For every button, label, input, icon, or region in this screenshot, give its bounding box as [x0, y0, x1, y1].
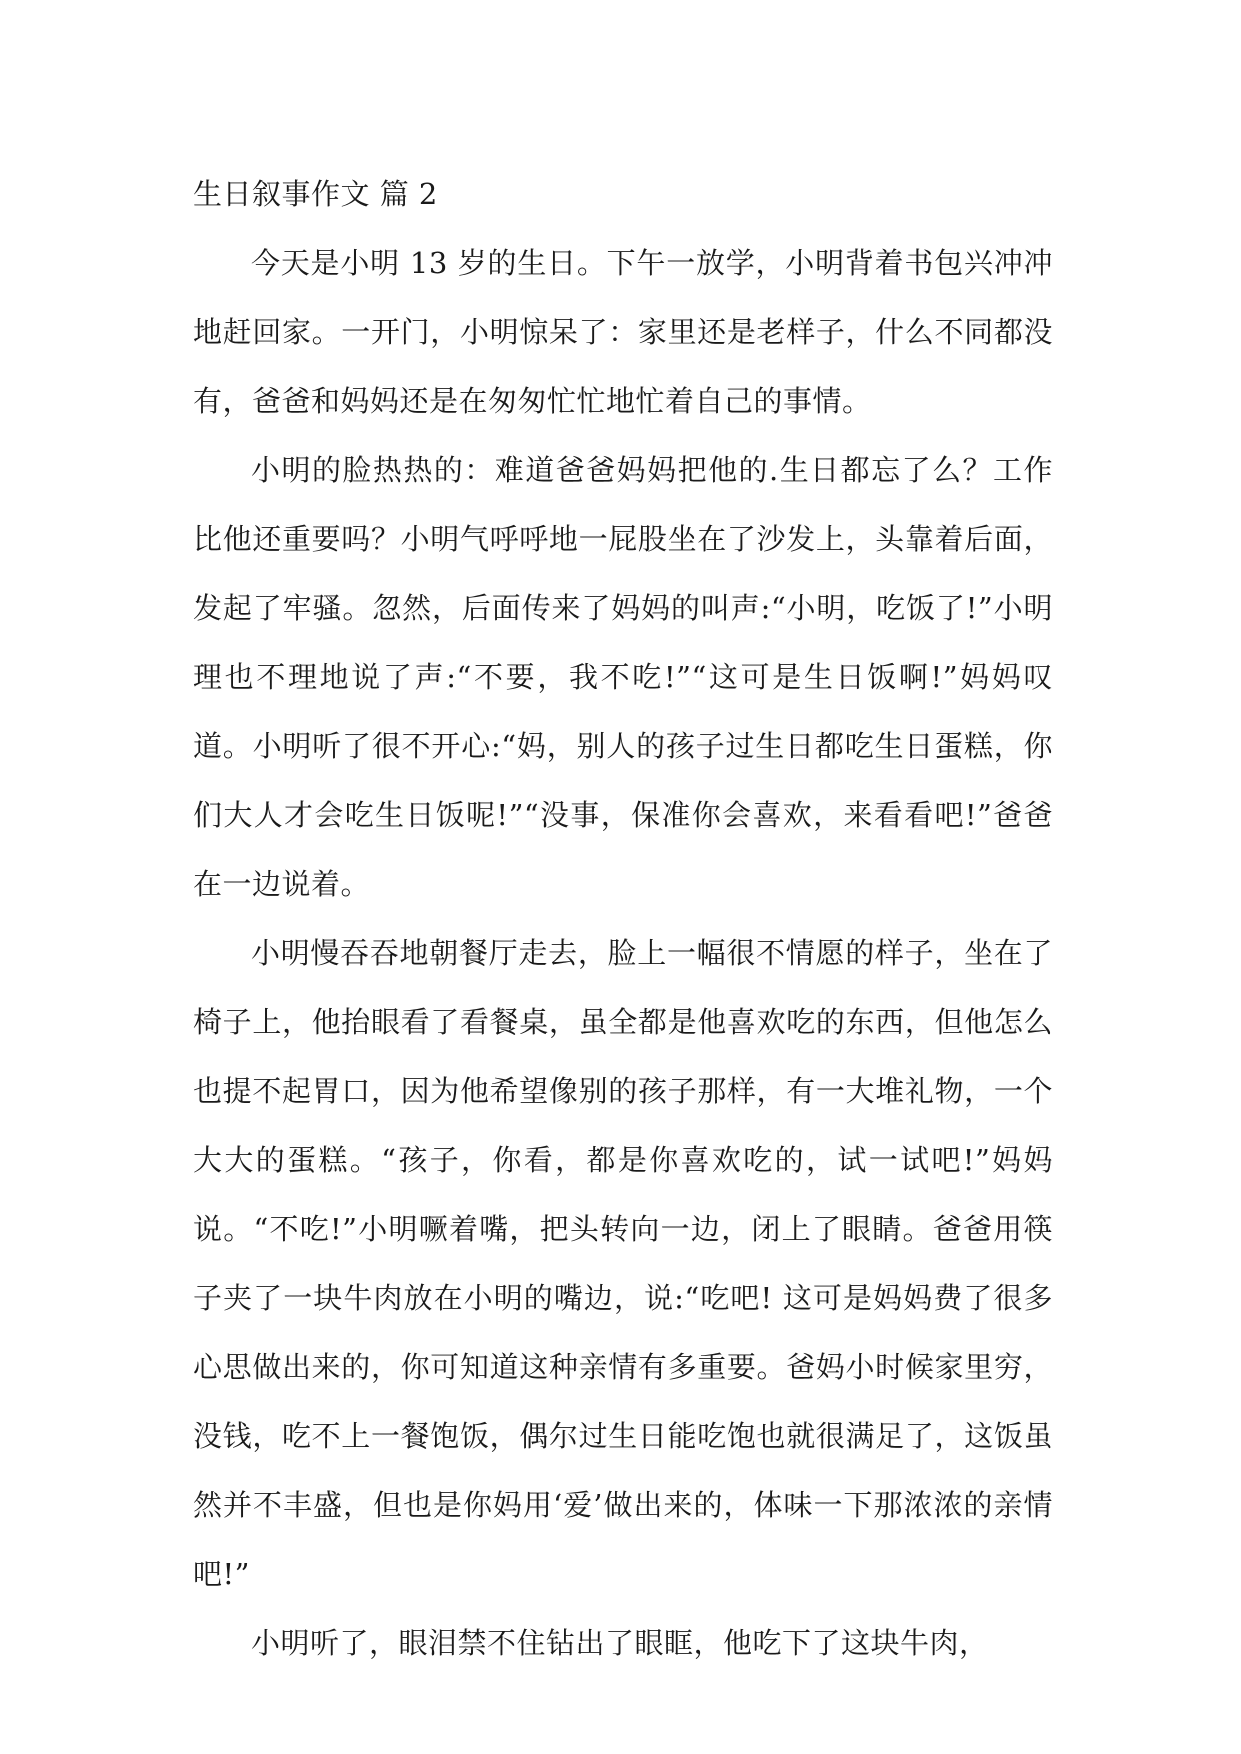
paragraph-1: 今天是小明 13 岁的生日。下午一放学，小明背着书包兴冲冲地赶回家。一开门，小明惊呆了：家里还是老样子，什么不同都没有，爸爸和妈妈还是在匆匆忙忙地忙着自己的事情。	[193, 246, 1053, 418]
paragraph-4: 小明听了，眼泪禁不住钻出了眼眶，他吃下了这块牛肉，	[251, 1626, 989, 1660]
document-body	[193, 160, 1053, 1678]
paragraph-2: 小明的脸热热的：难道爸爸妈妈把他的.生日都忘了么？工作比他还重要吗？小明气呼呼地一屁股坐在了沙发上，头靠着后面，发起了牢骚。忽然，后面传来了妈妈的叫声:“小明，吃饭了!”小明理也不理地说了声:“不要，我不吃!”“这可是生日饭啊!”妈妈叹道。小明听了很不开心:“妈，别人的孩子过生日都吃生日蛋糕，你们大人才会吃生日饭呢!”“没事，保准你会喜欢，来看看吧!”爸爸在一边说着。	[193, 453, 1053, 901]
document-title: 生日叙事作文 篇 2	[193, 177, 438, 211]
paragraph-3: 小明慢吞吞地朝餐厅走去，脸上一幅很不情愿的样子，坐在了椅子上，他抬眼看了看餐桌，虽全都是他喜欢吃的东西，但他怎么也提不起胃口，因为他希望像别的孩子那样，有一大堆礼物，一个大大的蛋糕。“孩子，你看，都是你喜欢吃的，试一试吧!”妈妈说。“不吃!”小明噘着嘴，把头转向一边，闭上了眼睛。爸爸用筷子夹了一块牛肉放在小明的嘴边，说:“吃吧! 这可是妈妈费了很多心思做出来的，你可知道这种亲情有多重要。爸妈小时候家里穷，没钱，吃不上一餐饱饭，偶尔过生日能吃饱也就很满足了，这饭虽然并不丰盛，但也是你妈用‘爱’做出来的，体味一下那浓浓的亲情吧!”	[193, 936, 1053, 1591]
